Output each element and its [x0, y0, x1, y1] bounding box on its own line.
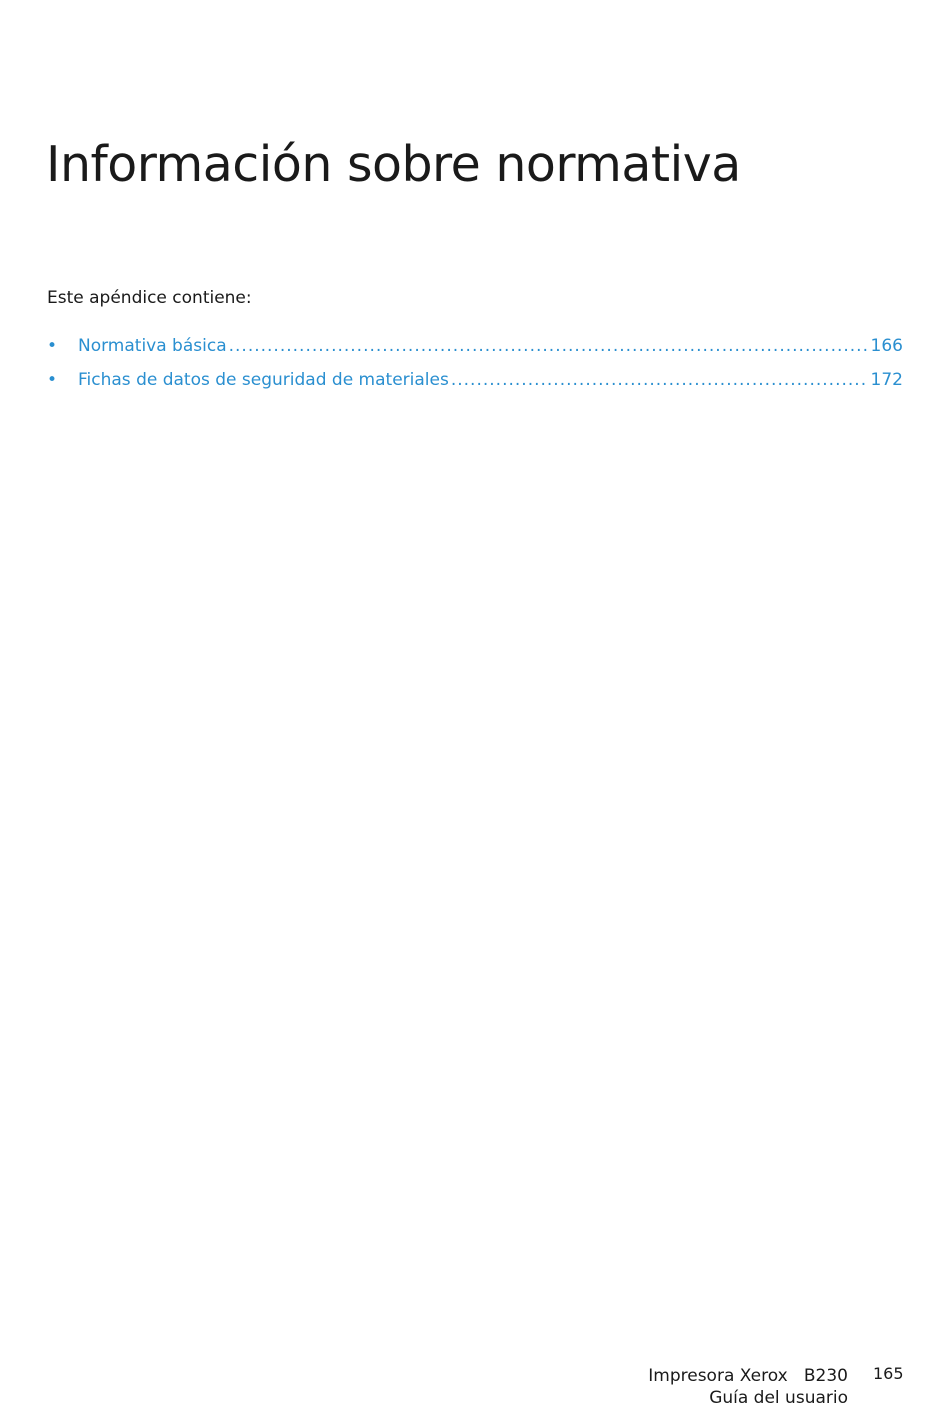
table-of-contents	[47, 334, 903, 402]
footer-product: Impresora Xerox B230	[648, 1366, 848, 1386]
bullet-icon: •	[47, 336, 58, 356]
footer	[648, 1365, 848, 1409]
toc-entry-page: 172	[870, 370, 903, 390]
page-title: Información sobre normativa	[46, 136, 741, 193]
toc-entry-title: Normativa básica	[78, 336, 227, 356]
toc-entry-title: Fichas de datos de seguridad de materiales	[78, 370, 449, 390]
dot-leader	[451, 368, 867, 392]
bullet-icon: •	[47, 370, 58, 390]
intro-text: Este apéndice contiene:	[47, 288, 252, 308]
toc-entry-page: 166	[870, 336, 903, 356]
toc-link-fichas-datos-seguridad[interactable]	[78, 368, 903, 392]
dot-leader	[229, 334, 867, 358]
toc-item-fichas-datos-seguridad	[47, 368, 903, 402]
footer-page-number: 165	[873, 1364, 904, 1383]
footer-guide: Guía del usuario	[709, 1388, 848, 1408]
toc-link-normativa-basica[interactable]	[78, 334, 903, 358]
toc-item-normativa-basica	[47, 334, 903, 368]
